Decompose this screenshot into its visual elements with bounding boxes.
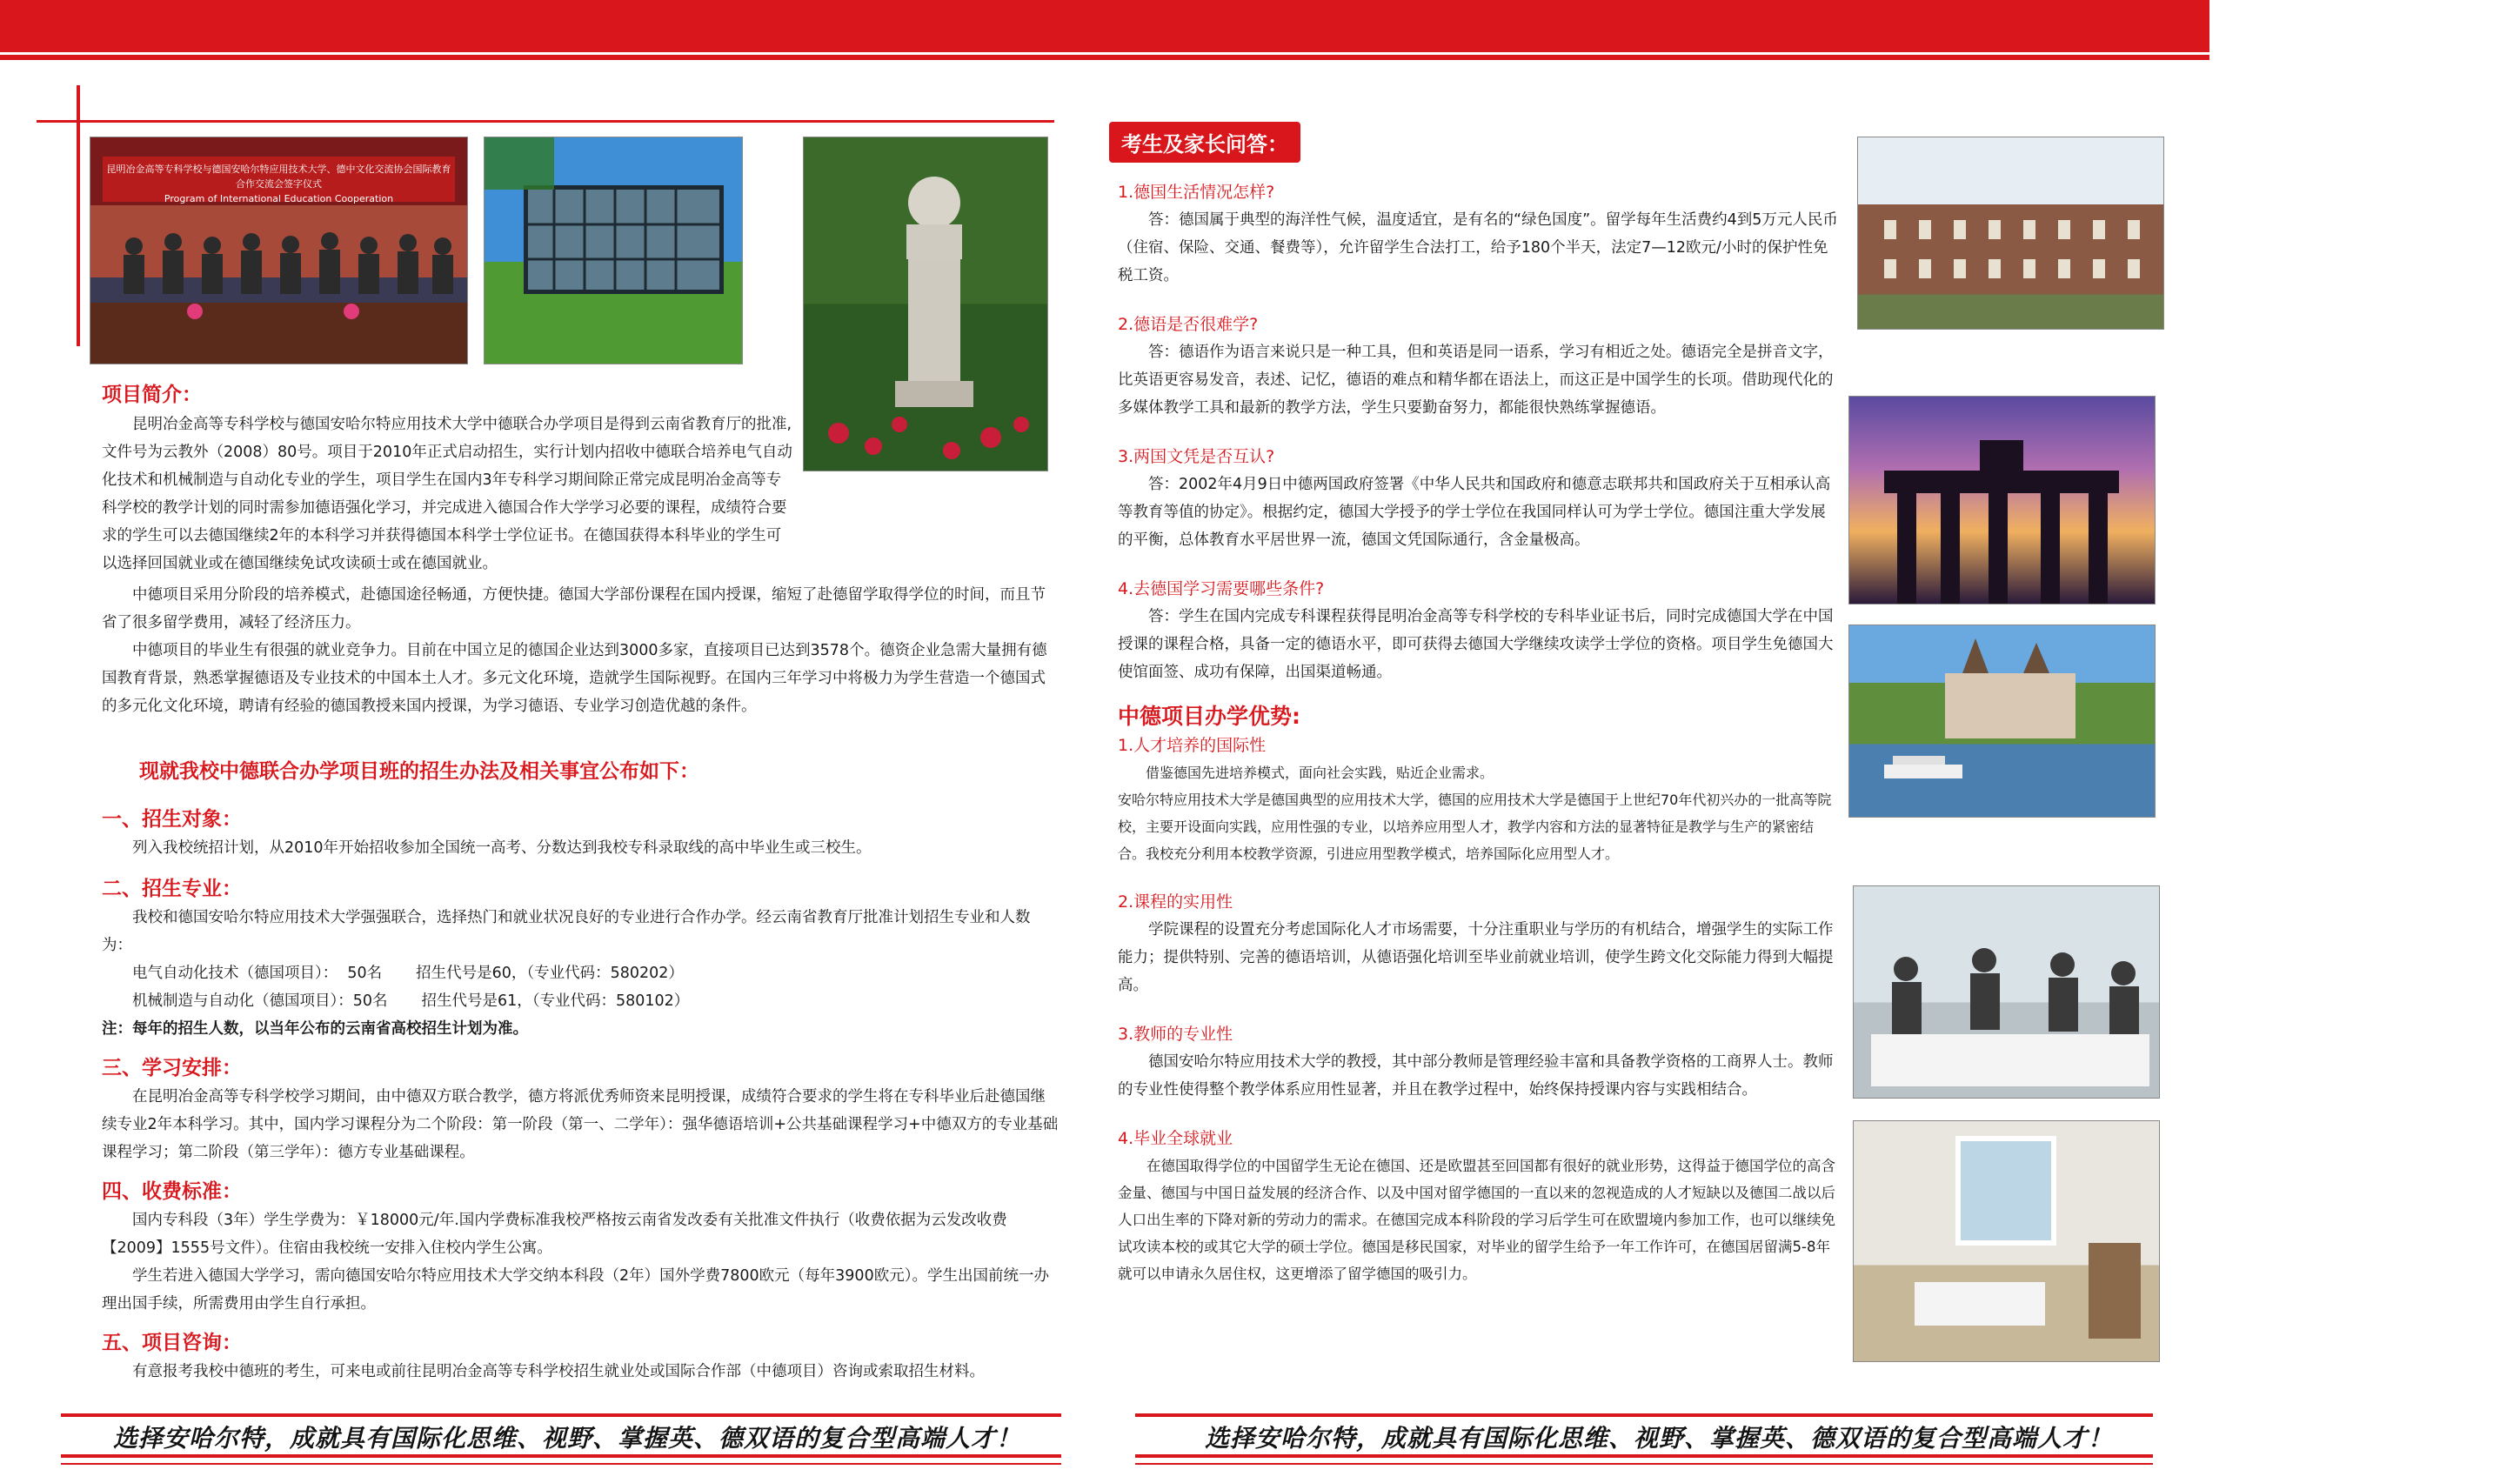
advantage-1-title: 1.人才培养的国际性 (1118, 736, 1267, 755)
section-4-text-1: 国内专科段（3年）学生学费为：￥18000元/年.国内学费标准我校严格按云南省发改委有关批准文件执行（收费依据为云发改收费【2009】1555号文件）。住宿由我校统一安排入住校内学生公寓。 (102, 1212, 1007, 1257)
left-slogan-rule-top (61, 1413, 1061, 1417)
statue-garden-photo (803, 137, 1048, 471)
castle-river-photo (1848, 625, 2156, 818)
advantage-2-title: 2.课程的实用性 (1118, 892, 1233, 912)
section-2-item-2: 机械制造与自动化（德国项目）：50名 招生代号是61，（专业代码：580102） (132, 992, 690, 1010)
section-3-text: 在昆明冶金高等专科学校学习期间，由中德双方联合教学，德方将派优秀师资来昆明授课，成绩符合要求的学生将在专科毕业后赴德国继续专业2年本科学习。其中，国内学习课程分为二个阶段：第一阶段（第一、二学年）：强华德语培训+公共基础课程学习+中德双方的专业基础课程学习；第二阶段（第三学年）：德方专业基础课程。 (102, 1088, 1059, 1161)
left-slogan: 选择安哈尔特，成就具有国际化思维、视野、掌握英、德双语的复合型高端人才！ (113, 1424, 1022, 1453)
advantage-2-text: 学院课程的设置充分考虑国际化人才市场需要，十分注重职业与学历的有机结合，增强学生的实际工作能力；提供特别、完善的德语培训，从德语强化培训至毕业前就业培训，使学生跨文化交际能力得到大幅提高。 (1118, 921, 1834, 994)
section-5-title: 五、项目咨询： (102, 1332, 242, 1354)
section-4-text-2: 学生若进入德国大学学习，需向德国安哈尔特应用技术大学交纳本科段（2年）国外学费7800欧元（每年3900欧元）。学生出国前统一办理出国手续，所需费用由学生自行承担。 (102, 1267, 1049, 1313)
statue-figure (804, 137, 1048, 471)
banner-line-cn: 昆明冶金高等专科学校与德国安哈尔特应用技术大学、德中文化交流协会国际教育合作交流会签字仪式 (106, 164, 451, 190)
answer-4: 答：学生在国内完成专科课程获得昆明冶金高等专科学校的专科毕业证书后，同时完成德国大学在中国授课的课程合格，具备一定的德语水平，即可获得去德国大学继续攻读学士学位的资格。项目学生免德国大使馆面签、成功有保障，出国渠道畅通。 (1118, 608, 1834, 681)
section-5-text: 有意报考我校中德班的考生，可来电或前往昆明冶金高等专科学校招生就业处或国际合作部（中德项目）咨询或索取招生材料。 (132, 1363, 985, 1380)
gate-silhouette-figure (1849, 397, 2156, 605)
dorm-room-photo (1853, 1120, 2160, 1362)
question-4: 4.去德国学习需要哪些条件? (1118, 579, 1325, 598)
section-2-note: 注：每年的招生人数，以当年公布的云南省高校招生计划为准。 (102, 1020, 528, 1038)
banner-line-en: Program of International Education Cooperation (164, 193, 394, 204)
room-figure (1854, 1121, 2160, 1362)
signing-ceremony-photo (90, 137, 468, 364)
building-figure (485, 137, 743, 364)
right-slogan: 选择安哈尔特，成就具有国际化思维、视野、掌握英、德双语的复合型高端人才！ (1205, 1424, 2114, 1453)
castle-figure (1849, 625, 2156, 818)
qa-title-badge: 考生及家长问答： (1109, 122, 1300, 163)
announcement-heading: 现就我校中德联合办学项目班的招生办法及相关事宜公布如下： (139, 760, 699, 783)
intro-paragraph-2: 中德项目采用分阶段的培养模式，赴德国途径畅通，方便快捷。德国大学部份课程在国内授课，缩短了赴德留学取得学位的时间，而且节省了很多留学费用，减轻了经济压力。 (102, 586, 1046, 631)
right-slogan-rule-bottom (1135, 1454, 2153, 1458)
question-3: 3.两国文凭是否互认? (1118, 447, 1275, 466)
advantage-4-text: 在德国取得学位的中国留学生无论在德国、还是欧盟甚至回国都有很好的就业形势，这得益于德国学位的高含金量、德国与中国日益发展的经济合作、以及中国对留学德国的一直以来的忽视造成的人才短缺以及德国二战以后人口出生率的下降对新的劳动力的需求。在德国完成本科阶段的学习后学生可在欧盟境内参加工作，也可以继续免试攻读本校的或其它大学的硕士学位。德国是移民国家，对毕业的留学生给予一年工作许可，在德国居留满5-8年就可以申请永久居住权，这更增添了留学德国的吸引力。 (1118, 1158, 1835, 1282)
people-group-figure (90, 137, 468, 364)
right-slogan-rule-top (1135, 1413, 2153, 1417)
answer-1: 答：德国属于典型的海洋性气候，温度适宜，是有名的“绿色国度”。留学每年生活费约4到5万元人民币（住宿、保险、交通、餐费等），允许留学生合法打工，给予180个半天，法定7—12欧元/小时的保护性免税工资。 (1118, 211, 1838, 284)
intro-body (102, 581, 1059, 720)
right-slogan-rule-thin (1135, 1463, 2153, 1465)
top-red-banner (0, 0, 2209, 52)
answer-2: 答：德语作为语言来说只是一种工具，但和英语是同一语系，学习有相近之处。德语完全是拼音文字，比英语更容易发音，表述、记忆，德语的难点和精华都在语法上，而这正是中国学生的长项。借助现代化的多媒体教学工具和最新的教学方法，学生只要勤奋努力，都能很快熟练掌握德语。 (1118, 344, 1834, 417)
intro-paragraph-1: 昆明冶金高等专科学校与德国安哈尔特应用技术大学中德联合办学项目是得到云南省教育厅的批准,文件号为云教外（2008）80号。项目于2010年正式启动招生，实行计划内招收中德联合培养电气自动化技术和机械制造与自动化专业的学生，项目学生在国内3年专科学习期间除正常完成昆明冶金高等专科学校的教学计划的同时需参加德语强化学习，并完成进入德国合作大学学习必要的课程，成绩符合要求的学生可以去德国继续2年的本科学习并获得德国本科学士学位证书。在德国获得本科毕业的学生可以选择回国就业或在德国继续免试攻读硕士或在德国就业。 (102, 416, 792, 572)
answer-3: 答：2002年4月9日中德两国政府签署《中华人民共和国政府和德意志联邦共和国政府关于互相承认高等教育等值的协定》。根据约定，德国大学授予的学士学位在我国同样认可为学士学位。德国注重大学发展的平衡，总体教育水平居世界一流，德国文凭国际通行，含金量极高。 (1118, 476, 1831, 549)
section-2-text: 我校和德国安哈尔特应用技术大学强强联合，选择热门和就业状况良好的专业进行合作办学。经云南省教育厅批准计划招生专业和人数为： (102, 909, 1031, 954)
advantage-3-title: 3.教师的专业性 (1118, 1025, 1233, 1044)
section-2-item-1: 电气自动化技术（德国项目）： 50名 招生代号是60，（专业代码：580202） (132, 965, 684, 982)
left-slogan-rule-bottom (61, 1454, 1061, 1458)
classroom-photo (1853, 885, 2160, 1099)
section-4-title: 四、收费标准： (102, 1180, 242, 1203)
university-building-photo (1857, 137, 2164, 330)
left-slogan-rule-thin (61, 1463, 1061, 1465)
section-1-text: 列入我校统招计划，从2010年开始招收参加全国统一高考、分数达到我校专科录取线的高中毕业生或三校生。 (132, 839, 872, 857)
brandenburg-gate-photo (1848, 396, 2156, 605)
crop-mark-vertical (77, 85, 80, 346)
advantage-1-text-2: 安哈尔特应用技术大学是德国典型的应用技术大学，德国的应用技术大学是德国于上世纪70年代初兴办的一批高等院校，主要开设面向实践，应用性强的专业，以培养应用型人才，教学内容和方法的显著特征是教学与生产的紧密结合。我校充分利用本校教学资源，引进应用型教学模式，培养国际化应用型人才。 (1118, 792, 1832, 862)
university-facade-figure (1858, 137, 2164, 330)
question-1: 1.德国生活情况怎样? (1118, 183, 1275, 202)
intro-paragraph-3: 中德项目的毕业生有很强的就业竞争力。目前在中国立足的德国企业达到3000多家，直接项目已达到3578个。德资企业急需大量拥有德国教育背景，熟悉掌握德语及专业技术的中国本土人才。多元文化环境，造就学生国际视野。在国内三年学习中将极力为学生营造一个德国式的多元化文化环境，聘请有经验的德国教授来国内授课，为学习德语、专业学习创造优越的条件。 (102, 642, 1047, 715)
advantage-1-text-1: 借鉴德国先进培养模式，面向社会实践，贴近企业需求。 (1146, 765, 1494, 781)
advantage-3-text: 德国安哈尔特应用技术大学的教授，其中部分教师是管理经验丰富和具备教学资格的工商界人士。教师的专业性使得整个教学体系应用性显著，并且在教学过程中，始终保持授课内容与实践相结合。 (1118, 1053, 1834, 1099)
advantage-4-title: 4.毕业全球就业 (1118, 1129, 1233, 1148)
crop-mark-horizontal (37, 120, 1054, 123)
section-1-title: 一、招生对象： (102, 808, 242, 831)
section-3-title: 三、学习安排： (102, 1057, 242, 1079)
students-figure (1854, 886, 2160, 1099)
advantages-title: 中德项目办学优势: (1118, 704, 1300, 729)
top-red-line (0, 55, 2209, 60)
qa-section (1118, 178, 1840, 1287)
question-2: 2.德语是否很难学? (1118, 315, 1259, 334)
intro-paragraph-1-top (102, 411, 793, 578)
admission-sections (102, 805, 1059, 1386)
intro-title: 项目简介： (102, 384, 202, 406)
bauhaus-building-photo (484, 137, 743, 364)
section-2-title: 二、招生专业： (102, 878, 242, 900)
